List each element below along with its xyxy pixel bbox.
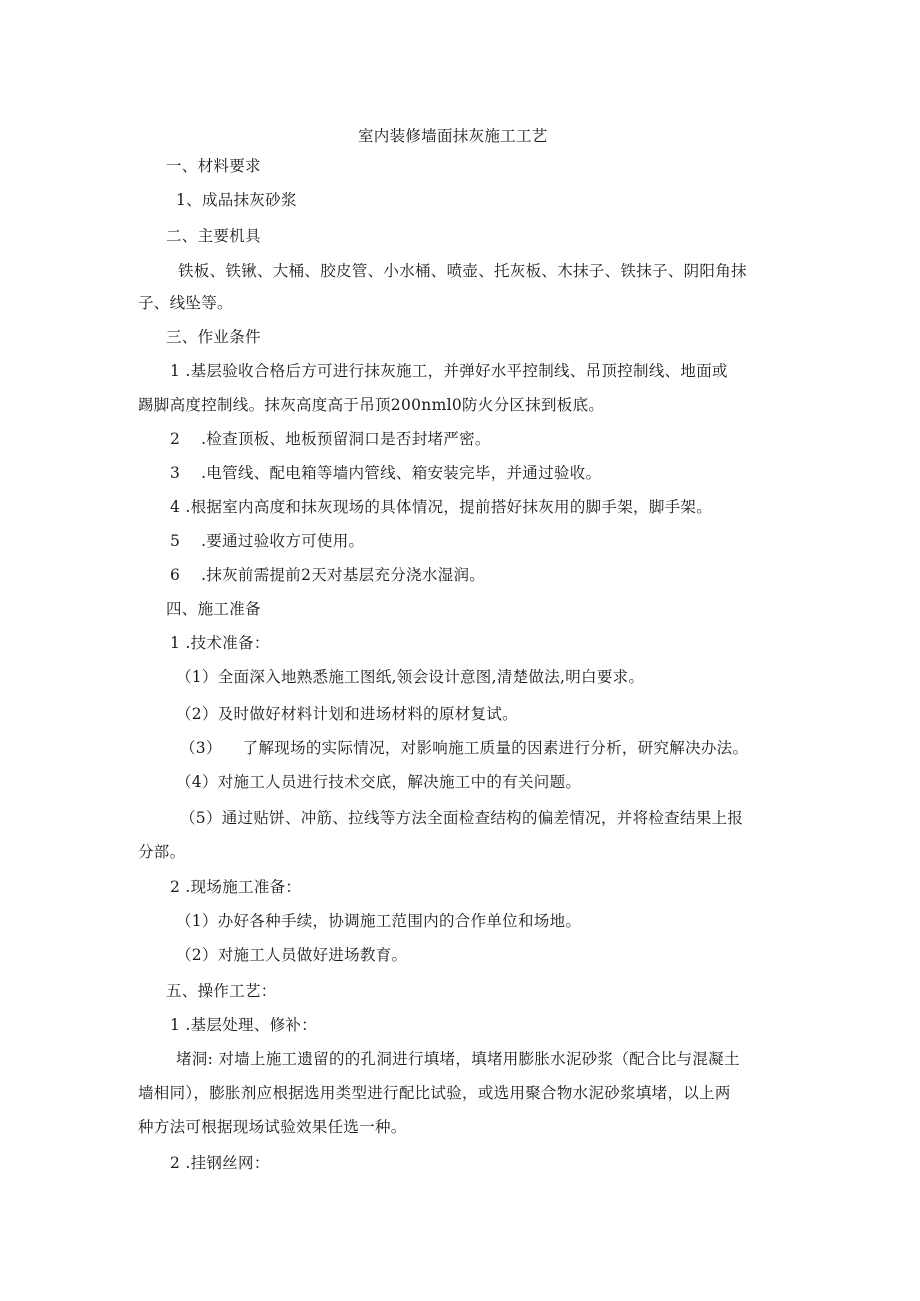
section-heading: 一、材料要求 xyxy=(166,157,261,175)
section-heading: 三、作业条件 xyxy=(166,328,261,346)
text-line: 2 .现场施工准备： xyxy=(170,878,302,896)
section-heading: 五、操作工艺： xyxy=(166,982,277,1000)
text-line: （4）对施工人员进行技术交底，解决施工中的有关问题。 xyxy=(176,773,582,791)
text-line: 3 .电管线、配电箱等墙内管线、箱安装完毕，并通过验收。 xyxy=(170,464,602,482)
section-heading: 四、施工准备 xyxy=(166,600,261,618)
text-line: 4 .根据室内高度和抹灰现场的具体情况，提前搭好抹灰用的脚手架，脚手架。 xyxy=(170,498,713,516)
text-line: 2 .挂钢丝网： xyxy=(170,1154,270,1172)
document-title: 室内装修墙面抹灰施工工艺 xyxy=(358,127,548,145)
text-line: 1、成品抹灰砂浆 xyxy=(176,191,297,209)
text-line: （3） 了解现场的实际情况，对影响施工质量的因素进行分析，研究解决办法。 xyxy=(180,739,749,757)
text-line: （2）对施工人员做好进场教育。 xyxy=(176,946,408,964)
text-line: 子、线坠等。 xyxy=(138,294,233,312)
text-line: 种方法可根据现场试验效果任选一种。 xyxy=(138,1118,407,1136)
text-line: 1 .技术准备： xyxy=(170,634,270,652)
text-line: 踢脚高度控制线。抹灰高度高于吊顶200nml0防火分区抹到板底。 xyxy=(138,396,605,414)
text-line: 5 .要通过验收方可使用。 xyxy=(170,532,365,550)
text-line: 铁板、铁锹、大桶、胶皮管、小水桶、喷壶、托灰板、木抹子、铁抹子、阴阳角抹 xyxy=(178,262,747,280)
section-heading: 二、主要机具 xyxy=(166,227,261,245)
text-line: 墙相同），膨胀剂应根据选用类型进行配比试验，或选用聚合物水泥砂浆填堵，以上两 xyxy=(138,1084,731,1102)
text-line: 堵洞: 对墙上施工遗留的的孔洞进行填堵，填堵用膨胀水泥砂浆（配合比与混凝土 xyxy=(176,1050,740,1068)
text-line: 1 .基层处理、修补： xyxy=(170,1016,318,1034)
text-line: 分部。 xyxy=(138,843,186,861)
text-line: （2）及时做好材料计划和进场材料的原材复试。 xyxy=(176,705,518,723)
text-line: 2 .检查顶板、地板预留洞口是否封堵严密。 xyxy=(170,430,491,448)
text-line: 6 .抹灰前需提前2天对基层充分浇水湿润。 xyxy=(170,566,486,584)
text-line: （5）通过贴饼、冲筋、拉线等方法全面检查结构的偏差情况，并将检查结果上报 xyxy=(180,809,744,827)
text-line: （1）全面深入地熟悉施工图纸,领会设计意图,清楚做法,明白要求。 xyxy=(176,668,645,686)
text-line: 1 .基层验收合格后方可进行抹灰施工，并弹好水平控制线、吊顶控制线、地面或 xyxy=(170,362,728,380)
text-line: （1）办好各种手续，协调施工范围内的合作单位和场地。 xyxy=(176,912,582,930)
